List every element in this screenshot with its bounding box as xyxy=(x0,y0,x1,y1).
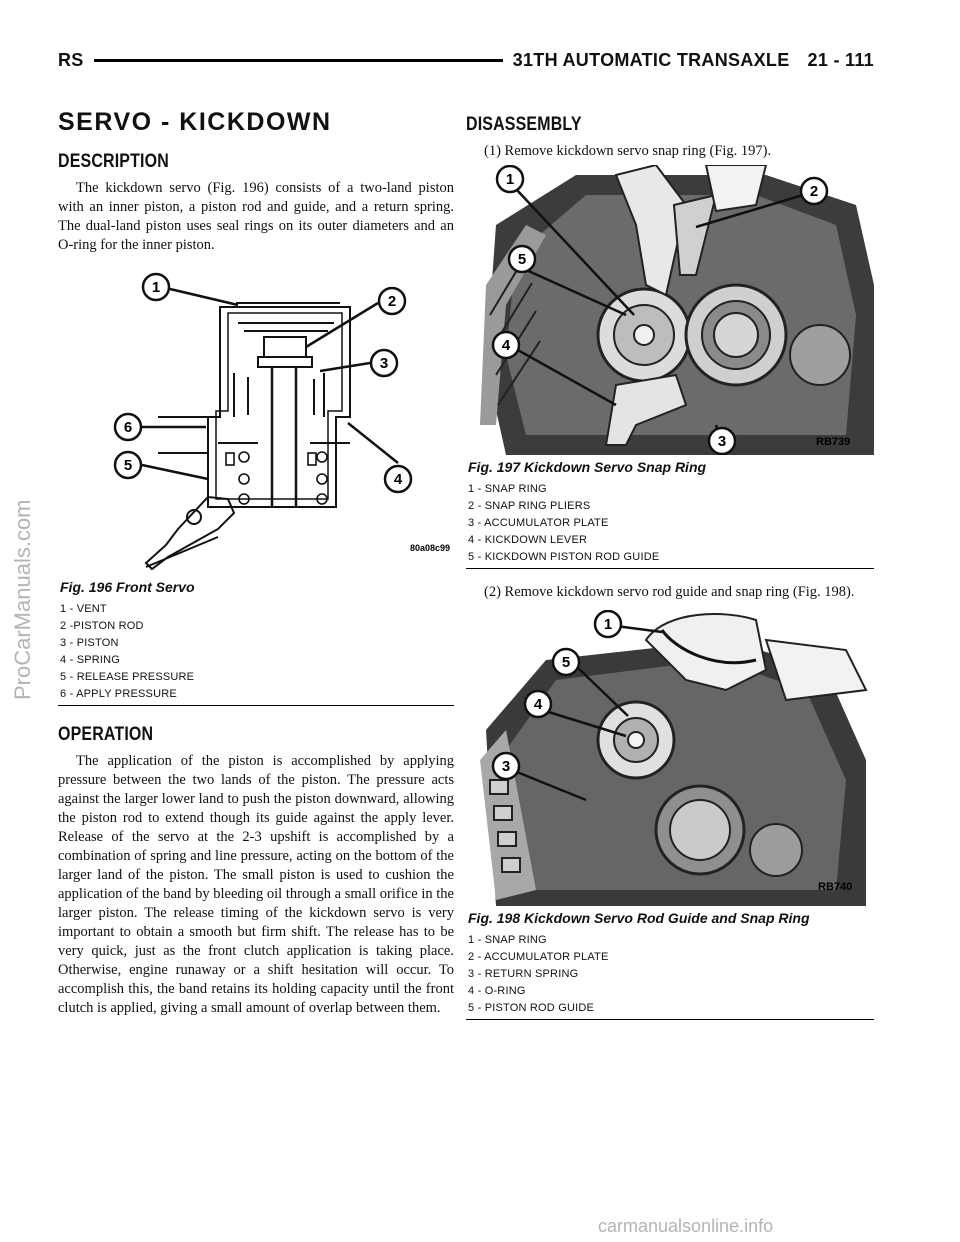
figure-197-legend xyxy=(466,481,874,566)
figure-198-legend xyxy=(466,932,874,1017)
figure-rule xyxy=(58,705,454,706)
legend-item: 5 - PISTON ROD GUIDE xyxy=(468,1002,595,1014)
callout-4: 4 xyxy=(533,696,543,713)
legend-item: 4 - KICKDOWN LEVER xyxy=(468,534,588,546)
callout-6: 6 xyxy=(123,419,133,436)
front-servo-illustration xyxy=(58,267,454,575)
figure-196-legend xyxy=(58,601,454,703)
disassembly-heading: DISASSEMBLY xyxy=(466,114,582,135)
header-rule xyxy=(94,59,503,62)
description-text: The kickdown servo (Fig. 196) consists of a two-land piston with an inner piston, a piston rod and guide, and a return spring. The dual-land piston uses seal rings on its outer diameters and an O-ring for the inner piston. xyxy=(58,180,454,253)
callout-5: 5 xyxy=(123,457,133,474)
figure-code: RB739 xyxy=(816,436,851,448)
callout-1: 1 xyxy=(505,171,515,188)
callout-3: 3 xyxy=(501,758,511,775)
callout-5: 5 xyxy=(517,251,527,268)
callout-5: 5 xyxy=(561,654,571,671)
figure-rule xyxy=(466,1019,874,1020)
legend-item: 1 - SNAP RING xyxy=(468,483,547,495)
figure-196 xyxy=(58,267,454,706)
right-column xyxy=(466,108,874,1020)
legend-item: 3 - ACCUMULATOR PLATE xyxy=(468,517,609,529)
operation-text: The application of the piston is accomplished by applying pressure between the two lands of the piston. The pressure acts against the larger lower land to push the piston downward, allowing the piston rod to extend though its guide against the apply lever. Release of the servo at the 2-3 upshift is accomplished by a combination of spring and line pressure, acting on the bottom of the larger land of the piston. The small piston is used to cushion the application of the band by bleeding oil through a small orifice in the larger piston. The release timing of the kickdown servo is very important to obtain a smooth but firm shift. The release has to be very quick, just as the front clutch application is taking place. Otherwise, engine runaway or a shift hesitation will occur. To accomplish this, the band retains its holding capacity until the front clutch is applied, giving a small amount of overlap between them. xyxy=(58,753,454,1016)
callout-3: 3 xyxy=(717,433,727,450)
rod-guide-photo xyxy=(466,610,874,906)
snap-ring-photo xyxy=(466,165,874,455)
legend-item: 5 - RELEASE PRESSURE xyxy=(60,671,195,683)
figure-197-caption: Fig. 197 Kickdown Servo Snap Ring xyxy=(468,459,707,475)
legend-item: 6 - APPLY PRESSURE xyxy=(60,688,177,700)
legend-item: 3 - PISTON xyxy=(60,637,119,649)
disassembly-step-1: (1) Remove kickdown servo snap ring (Fig. 197). xyxy=(484,143,772,159)
legend-item: 2 - SNAP RING PLIERS xyxy=(468,500,591,512)
callout-4: 4 xyxy=(501,337,511,354)
legend-item: 3 - RETURN SPRING xyxy=(468,968,579,980)
header-title: 31TH AUTOMATIC TRANSAXLE xyxy=(512,49,790,70)
figure-197 xyxy=(466,165,874,569)
legend-item: 5 - KICKDOWN PISTON ROD GUIDE xyxy=(468,551,660,563)
side-watermark xyxy=(10,499,50,740)
callout-1: 1 xyxy=(603,616,613,633)
figure-rule xyxy=(466,568,874,569)
callout-2: 2 xyxy=(387,293,397,310)
legend-item: 4 - SPRING xyxy=(60,654,121,666)
legend-item: 1 - VENT xyxy=(60,603,107,615)
figure-198 xyxy=(466,610,874,1020)
legend-item: 2 - ACCUMULATOR PLATE xyxy=(468,951,609,963)
legend-item: 1 - SNAP RING xyxy=(468,934,547,946)
callout-3: 3 xyxy=(379,355,389,372)
side-watermark-text: ProCarManuals.com xyxy=(10,499,35,700)
figure-code: 80a08c99 xyxy=(410,543,451,553)
figure-196-caption: Fig. 196 Front Servo xyxy=(60,579,195,595)
bottom-watermark: carmanualsonline.info xyxy=(598,1216,774,1236)
legend-item: 4 - O-RING xyxy=(468,985,526,997)
legend-item: 2 -PISTON ROD xyxy=(60,620,144,632)
disassembly-step-2: (2) Remove kickdown servo rod guide and snap ring (Fig. 198). xyxy=(484,584,855,600)
left-column xyxy=(58,108,454,1018)
figure-198-caption: Fig. 198 Kickdown Servo Rod Guide and Snap Ring xyxy=(468,910,810,926)
section-title: SERVO - KICKDOWN xyxy=(58,108,332,136)
header-page-number: 21 - 111 xyxy=(807,49,874,70)
operation-heading: OPERATION xyxy=(58,724,154,745)
header-section-code: RS xyxy=(58,49,84,70)
callout-1: 1 xyxy=(151,279,161,296)
callout-2: 2 xyxy=(809,183,819,200)
page-header xyxy=(58,48,874,72)
description-heading: DESCRIPTION xyxy=(58,151,169,172)
callout-4: 4 xyxy=(393,471,403,488)
figure-code: RB740 xyxy=(818,881,853,893)
